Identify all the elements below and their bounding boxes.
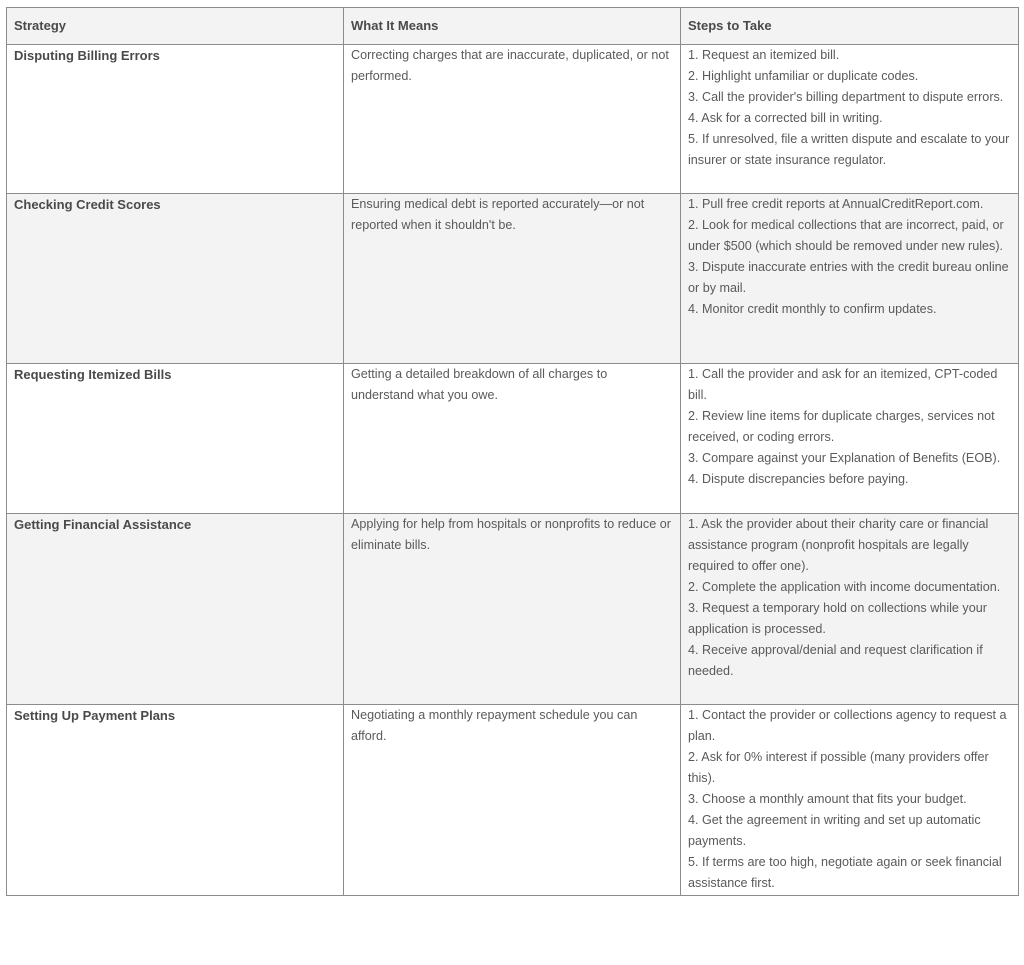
step-item: 2. Ask for 0% interest if possible (many providers offer this).: [688, 750, 989, 785]
table-row: [7, 514, 1019, 705]
steps-cell: [681, 514, 1019, 705]
table-container: [6, 7, 1018, 896]
strategy-table: [6, 7, 1019, 896]
strategy-cell: Checking Credit Scores: [7, 194, 344, 364]
step-item: 3. Choose a monthly amount that fits your budget.: [688, 792, 967, 806]
step-item: 2. Highlight unfamiliar or duplicate codes.: [688, 69, 919, 83]
steps-cell: [681, 364, 1019, 514]
header-steps-to-take: Steps to Take: [681, 8, 1019, 45]
step-item: 4. Receive approval/denial and request clarification if needed.: [688, 643, 983, 678]
meaning-cell: Applying for help from hospitals or nonprofits to reduce or eliminate bills.: [344, 514, 681, 705]
step-item: 4. Dispute discrepancies before paying.: [688, 472, 909, 486]
step-item: 3. Compare against your Explanation of Benefits (EOB).: [688, 451, 1001, 465]
steps-cell: [681, 705, 1019, 896]
table-header: [7, 8, 1019, 45]
table-row: [7, 45, 1019, 194]
steps-cell: [681, 194, 1019, 364]
header-what-it-means: What It Means: [344, 8, 681, 45]
table-row: [7, 364, 1019, 514]
meaning-cell: Ensuring medical debt is reported accurately—or not reported when it shouldn't be.: [344, 194, 681, 364]
step-item: 5. If terms are too high, negotiate again or seek financial assistance first.: [688, 855, 1002, 890]
step-item: 1. Call the provider and ask for an itemized, CPT-coded bill.: [688, 367, 998, 402]
strategy-cell: Setting Up Payment Plans: [7, 705, 344, 896]
meaning-cell: Getting a detailed breakdown of all charges to understand what you owe.: [344, 364, 681, 514]
step-item: 5. If unresolved, file a written dispute and escalate to your insurer or state insurance regulator.: [688, 132, 1010, 167]
step-item: 1. Pull free credit reports at AnnualCreditReport.com.: [688, 197, 984, 211]
table-body: [7, 45, 1019, 896]
step-item: 3. Dispute inaccurate entries with the credit bureau online or by mail.: [688, 260, 1009, 295]
table-row: [7, 194, 1019, 364]
header-row: [7, 8, 1019, 45]
step-item: 4. Ask for a corrected bill in writing.: [688, 111, 883, 125]
step-item: 2. Look for medical collections that are incorrect, paid, or under $500 (which should be removed under new rules).: [688, 218, 1004, 253]
step-item: 3. Call the provider's billing department to dispute errors.: [688, 90, 1004, 104]
table-row: [7, 705, 1019, 896]
step-item: 3. Request a temporary hold on collections while your application is processed.: [688, 601, 987, 636]
step-item: 1. Request an itemized bill.: [688, 48, 840, 62]
step-item: 1. Ask the provider about their charity care or financial assistance program (nonprofit hospitals are legally required to offer one).: [688, 517, 989, 573]
meaning-cell: Negotiating a monthly repayment schedule you can afford.: [344, 705, 681, 896]
step-item: 1. Contact the provider or collections agency to request a plan.: [688, 708, 1007, 743]
step-item: 2. Review line items for duplicate charges, services not received, or coding errors.: [688, 409, 995, 444]
strategy-cell: Getting Financial Assistance: [7, 514, 344, 705]
header-strategy: Strategy: [7, 8, 344, 45]
step-item: 4. Monitor credit monthly to confirm updates.: [688, 302, 937, 316]
strategy-cell: Requesting Itemized Bills: [7, 364, 344, 514]
step-item: 4. Get the agreement in writing and set up automatic payments.: [688, 813, 981, 848]
meaning-cell: Correcting charges that are inaccurate, duplicated, or not performed.: [344, 45, 681, 194]
step-item: 2. Complete the application with income documentation.: [688, 580, 1001, 594]
steps-cell: [681, 45, 1019, 194]
strategy-cell: Disputing Billing Errors: [7, 45, 344, 194]
